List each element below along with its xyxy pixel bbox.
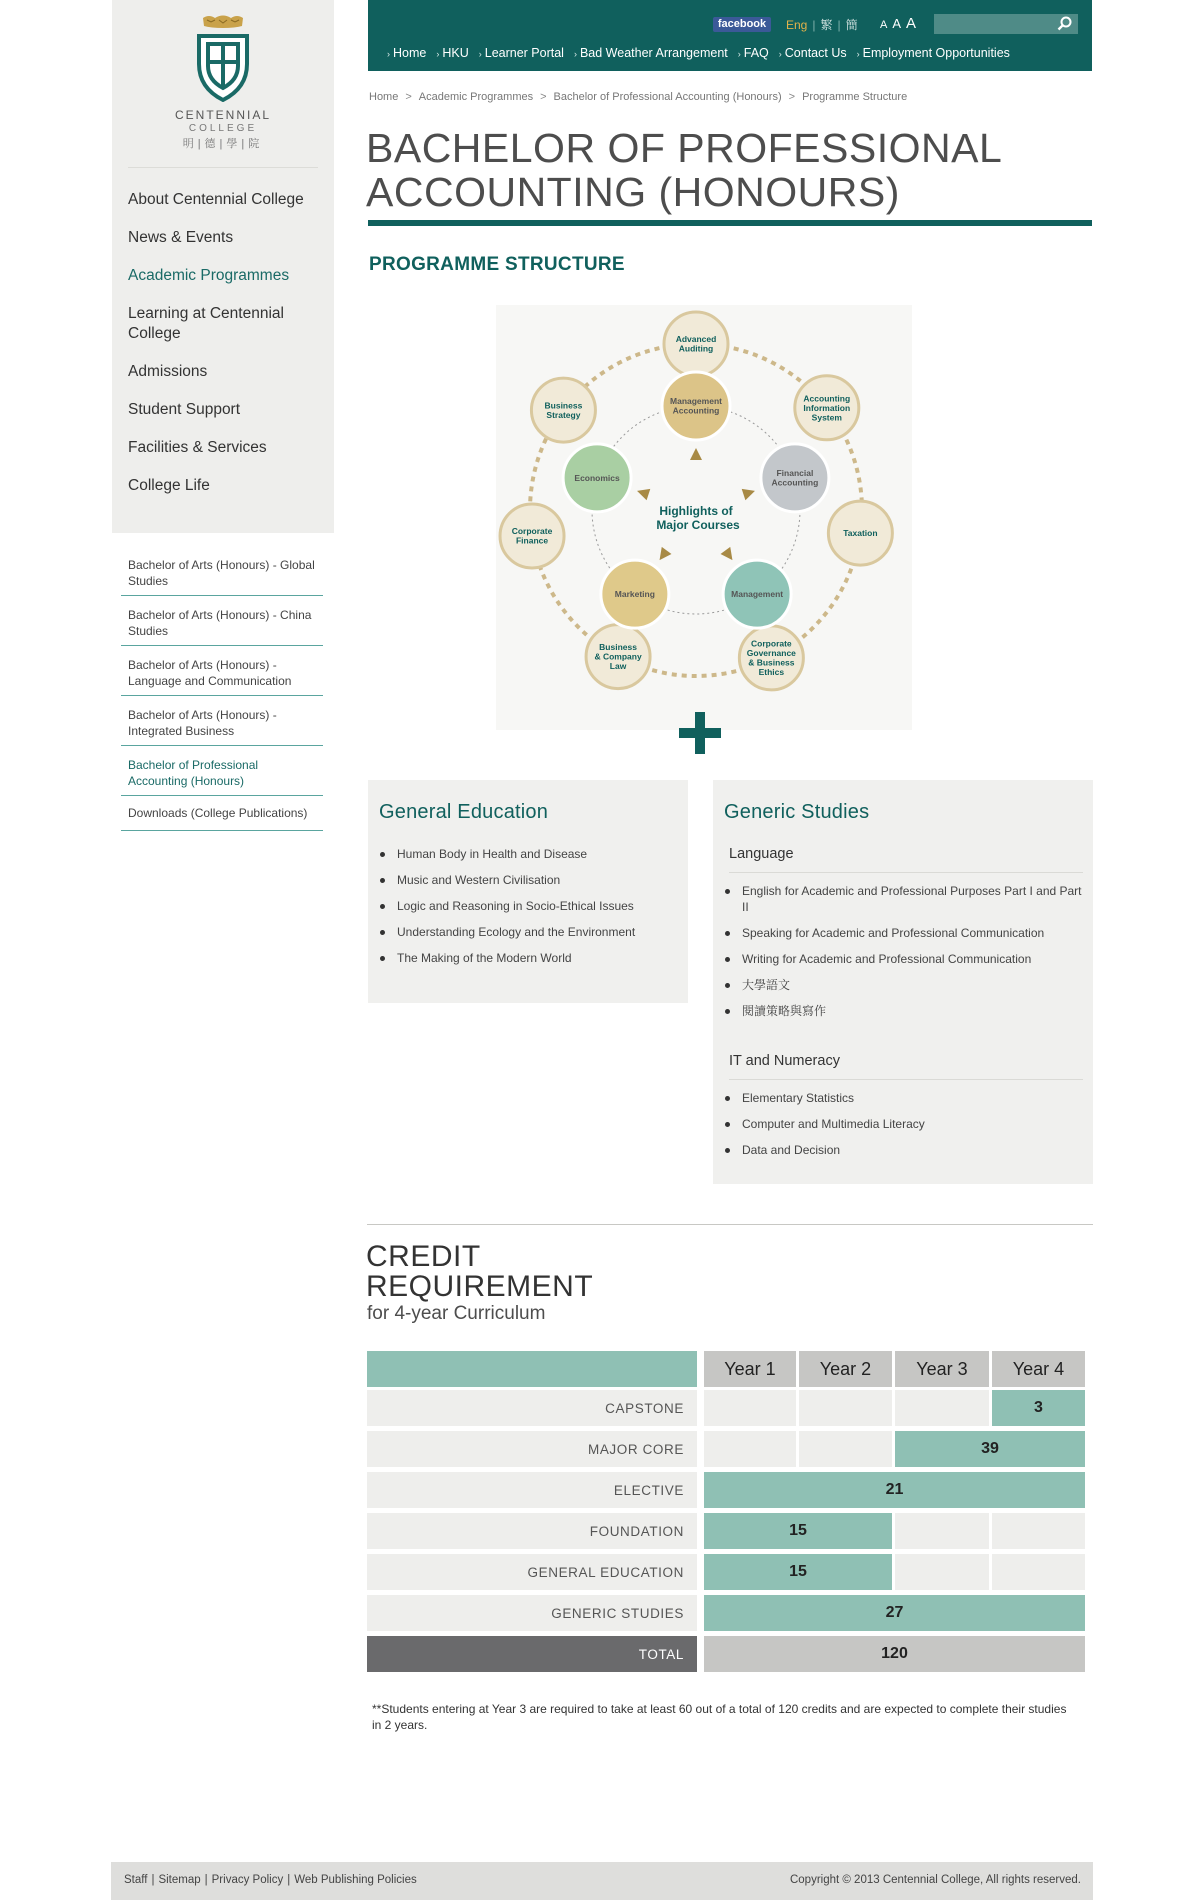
chevron-right-icon: › [778,49,782,59]
lang-simplified-chinese[interactable]: 簡 [845,18,858,32]
programme-sub-nav [121,555,323,840]
sub-nav-item-bachelor-of-arts-honours-integrated-business[interactable]: Bachelor of Arts (Honours) - Integrated Business [121,705,323,746]
nav-item-admissions[interactable]: Admissions [128,363,208,380]
font-size-large[interactable]: A [906,15,917,32]
outer-course-accounting-information-system-label: System [811,412,842,423]
it-numeracy-course-list [725,1090,1085,1168]
lang-traditional-chinese[interactable]: 繁 [820,18,833,32]
empty-cell [704,1431,796,1467]
table-header-blank [367,1351,697,1387]
sub-nav-item-bachelor-of-arts-honours-language-and-communication[interactable]: Bachelor of Arts (Honours) - Language and Communication [121,655,323,696]
general-education-title: General Education [379,801,549,823]
outer-course-corporate-governance-business-ethics-label: Ethics [758,667,785,678]
inner-course-management-accounting [662,372,730,440]
footer-link-sitemap[interactable]: Sitemap [158,1874,201,1886]
sub-nav-item-bachelor-of-arts-honours-global-studies[interactable]: Bachelor of Arts (Honours) - Global Studies [121,555,323,596]
language-course-list [725,883,1085,1029]
breadcrumb-separator: > [788,91,796,103]
lang-separator: | [812,18,816,32]
credit-value-major-core: 39 [895,1431,1085,1467]
inner-course-financial-accounting-label: Financial [776,468,814,479]
logo-name-zh: 明|德|學|院 [182,138,264,150]
nav-item-college-life[interactable]: College Life [128,477,210,494]
language-course: Speaking for Academic and Professional Communication [725,925,1085,941]
general-education-course: Human Body in Health and Disease [380,846,680,862]
outer-course-corporate-governance-business-ethics-label: & Business [748,657,795,668]
chevron-right-icon: › [856,49,860,59]
util-link-learner-portal[interactable] [479,46,564,60]
it-numeracy-divider [729,1079,1083,1080]
inner-course-financial-accounting-label: Accounting [771,477,819,488]
sidebar [112,0,334,533]
college-logo[interactable] [112,14,334,151]
util-link-label: Contact Us [784,46,847,60]
inner-course-management-accounting-label: Accounting [672,405,720,416]
credit-value-general-education: 15 [704,1554,892,1590]
copyright-text: Copyright © 2013 Centennial College, All rights reserved. [789,1874,1081,1886]
plus-icon-vertical [695,712,705,754]
font-size-small[interactable]: A [880,19,888,31]
utility-nav [387,46,1020,60]
row-label-generic-studies: GENERIC STUDIES [367,1595,697,1631]
page-title: BACHELOR OF PROFESSIONAL ACCOUNTING (HONOURS) [366,125,1001,215]
footer-links [124,1874,417,1886]
outer-course-advanced-auditing [664,312,728,376]
language-course: English for Academic and Professional Purposes Part I and Part II [725,883,1085,915]
outer-course-business-strategy-label: Strategy [546,409,581,420]
inner-course-management-label: Management [731,589,784,600]
outer-course-accounting-information-system-label: Accounting [803,393,851,404]
diagram-center-label: Highlights of [659,504,733,518]
row-label-total: TOTAL [367,1636,697,1672]
empty-cell [799,1431,892,1467]
nav-item-learning-at-centennial-college[interactable]: Learning at Centennial College [128,305,284,342]
it-numeracy-course: Data and Decision [725,1142,1085,1158]
row-label-general-education: GENERAL EDUCATION [367,1554,697,1590]
lang-english[interactable]: Eng [786,18,808,32]
footer-link-privacy-policy[interactable]: Privacy Policy [211,1874,284,1886]
language-course: Writing for Academic and Professional Communication [725,951,1085,967]
util-link-label: HKU [442,46,469,60]
main-nav [128,190,328,514]
language-course: 閱讀策略與寫作 [725,1003,1085,1019]
chevron-right-icon: › [387,49,390,59]
empty-cell [895,1390,989,1426]
nav-item-academic-programmes[interactable]: Academic Programmes [128,267,290,284]
outer-course-taxation-label: Taxation [843,528,878,539]
util-link-hku[interactable] [436,46,468,60]
outer-course-corporate-finance [500,504,564,568]
diagram-center-label: Major Courses [656,518,740,532]
font-size-switcher [880,15,921,33]
empty-cell [799,1390,892,1426]
empty-cell [992,1513,1085,1549]
footer-separator: | [151,1874,155,1886]
programme-structure-diagram [496,305,912,730]
outer-course-advanced-auditing-label: Auditing [678,343,714,354]
table-header-year-4: Year 4 [992,1351,1085,1387]
lang-separator: | [837,18,841,32]
breadcrumb-separator: > [540,91,547,103]
empty-cell [992,1554,1085,1590]
outer-course-corporate-governance-business-ethics-label: Governance [746,648,796,659]
breadcrumb [369,91,907,103]
footer-link-staff[interactable]: Staff [124,1874,148,1886]
table-header-year-3: Year 3 [895,1351,989,1387]
table-header-year-2: Year 2 [799,1351,892,1387]
language-divider [729,872,1083,873]
outer-course-business-company-law [586,625,650,689]
credit-value-generic-studies: 27 [704,1595,1085,1631]
credit-value-capstone: 3 [992,1390,1085,1426]
top-utility-bar [368,0,1092,71]
sub-nav-item-downloads-college-publications[interactable]: Downloads (College Publications) [121,805,323,831]
util-link-home[interactable] [387,46,426,60]
college-crest-icon [195,14,251,102]
util-link-bad-weather-arrangement[interactable] [574,46,728,60]
outer-course-corporate-governance-business-ethics-label: Corporate [751,638,792,649]
credit-value-total: 120 [704,1636,1085,1672]
it-numeracy-subheading: IT and Numeracy [729,1053,840,1069]
outer-course-corporate-governance-business-ethics [739,626,803,690]
sidebar-divider [128,167,318,168]
credit-title-line-1: CREDIT [366,1240,481,1273]
breadcrumb-item: Programme Structure [802,91,908,103]
empty-cell [704,1390,796,1426]
util-link-employment-opportunities[interactable] [857,46,1010,60]
util-link-label: FAQ [743,46,769,60]
general-education-list [380,846,680,976]
util-link-label: Learner Portal [484,46,564,60]
credit-value-foundation: 15 [704,1513,892,1549]
breadcrumb-item[interactable]: Home [369,91,399,103]
credit-value-elective: 21 [704,1472,1085,1508]
footer-separator: | [204,1874,208,1886]
outer-course-business-strategy-label: Business [544,400,583,411]
footer-separator: | [287,1874,291,1886]
outer-course-business-company-law-label: & Company [594,651,642,662]
sub-nav-item-bachelor-of-professional-accounting-honours[interactable]: Bachelor of Professional Accounting (Honours) [121,755,323,796]
logo-name-en-college: COLLEGE [188,123,258,134]
chevron-right-icon: › [573,49,577,59]
outer-course-corporate-finance-label: Finance [515,535,549,546]
inner-course-marketing [601,560,669,628]
empty-cell [895,1513,989,1549]
outer-course-business-company-law-label: Business [599,642,637,653]
outer-course-advanced-auditing-label: Advanced [675,334,717,345]
credit-section-divider [367,1224,1093,1225]
title-underline [368,220,1092,226]
chevron-right-icon: › [436,49,440,59]
outer-course-business-company-law-label: Law [609,661,627,672]
util-link-contact-us[interactable] [779,46,847,60]
logo-name-en: CENTENNIAL [174,108,271,122]
credit-requirement-title [366,1242,593,1302]
it-numeracy-course: Elementary Statistics [725,1090,1085,1106]
generic-studies-title: Generic Studies [724,801,870,823]
font-size-medium[interactable]: A [892,16,902,31]
util-link-faq[interactable] [738,46,769,60]
row-label-capstone: CAPSTONE [367,1390,697,1426]
inner-course-management-accounting-label: Management [670,396,722,407]
general-education-course: The Making of the Modern World [380,950,680,966]
nav-item-news-events[interactable]: News & Events [128,229,234,246]
general-education-panel [368,780,688,1003]
it-numeracy-course: Computer and Multimedia Literacy [725,1116,1085,1132]
search-icon[interactable] [1056,15,1074,33]
nav-item-facilities-services[interactable]: Facilities & Services [128,439,267,456]
table-header-year-1: Year 1 [704,1351,796,1387]
generic-studies-panel [713,780,1093,1184]
util-link-label: Employment Opportunities [862,46,1010,60]
empty-cell [895,1554,989,1590]
breadcrumb-item[interactable]: Bachelor of Professional Accounting (Honours) [553,91,782,103]
inner-course-financial-accounting [761,444,829,512]
facebook-button[interactable]: facebook [713,17,771,32]
credit-title-line-2: REQUIREMENT [366,1270,594,1303]
general-education-course: Logic and Reasoning in Socio-Ethical Issues [380,898,680,914]
breadcrumb-separator: > [405,91,412,103]
credit-requirement-subtitle: for 4-year Curriculum [367,1303,546,1324]
language-switcher [786,16,858,33]
util-link-label: Home [393,46,427,60]
chevron-right-icon: › [737,49,741,59]
outer-course-taxation [828,501,892,565]
outer-course-accounting-information-system [795,376,859,440]
row-label-elective: ELECTIVE [367,1472,697,1508]
language-subheading: Language [729,846,794,862]
section-title: PROGRAMME STRUCTURE [369,254,625,275]
language-course: 大學語文 [725,977,1085,993]
outer-course-corporate-finance-label: Corporate [511,526,553,537]
general-education-course: Understanding Ecology and the Environment [380,924,680,940]
outer-course-business-strategy [531,378,595,442]
nav-item-about-centennial-college[interactable]: About Centennial College [128,191,304,208]
inner-course-economics-label: Economics [574,472,620,483]
util-link-label: Bad Weather Arrangement [579,46,728,60]
inner-course-marketing-label: Marketing [614,589,655,600]
row-label-foundation: FOUNDATION [367,1513,697,1549]
general-education-course: Music and Western Civilisation [380,872,680,888]
credit-footnote: **Students entering at Year 3 are required to take at least 60 out of a total of 120 credits and are expected to complete their studies in 2 years. [372,1702,1067,1732]
row-label-major-core: MAJOR CORE [367,1431,697,1467]
chevron-right-icon: › [478,49,482,59]
credit-requirement-table [367,1351,1085,1679]
outer-course-accounting-information-system-label: Information [803,402,851,413]
footer [111,1862,1093,1900]
inner-course-economics [563,444,631,512]
footer-link-web-publishing-policies[interactable]: Web Publishing Policies [294,1874,417,1886]
breadcrumb-item[interactable]: Academic Programmes [418,91,534,103]
sub-nav-item-bachelor-of-arts-honours-china-studies[interactable]: Bachelor of Arts (Honours) - China Studies [121,605,323,646]
inner-course-management [723,560,791,628]
nav-item-student-support[interactable]: Student Support [128,401,241,418]
